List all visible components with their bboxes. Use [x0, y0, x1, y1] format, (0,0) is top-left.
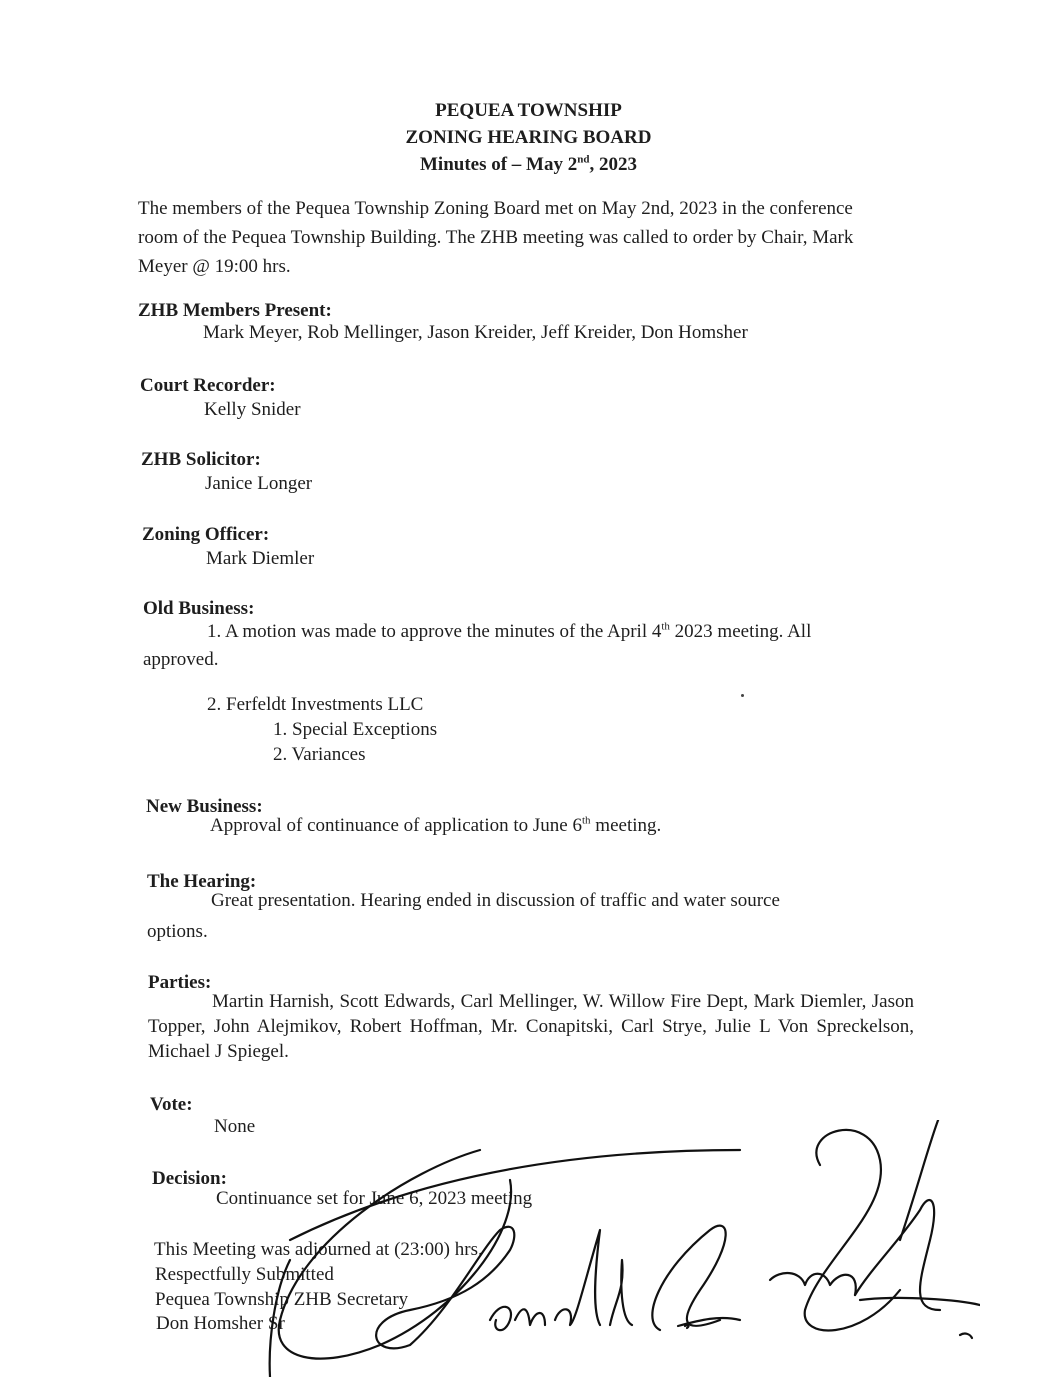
old-business-sub-2: 2. Variances [273, 744, 366, 765]
township-title: PEQUEA TOWNSHIP [435, 100, 622, 121]
recorder-name: Kelly Snider [204, 399, 301, 420]
hearing-line-2: options. [147, 921, 208, 942]
minutes-date: Minutes of – May 2nd, 2023 [419, 153, 637, 175]
hearing-heading: The Hearing: [147, 871, 257, 892]
closing-secretary: Pequea Township ZHB Secretary [155, 1289, 409, 1310]
officer-name: Mark Diemler [206, 548, 315, 569]
closing-name: Don Homsher Sr [156, 1313, 285, 1334]
decision-heading: Decision: [152, 1168, 227, 1189]
decision-value: Continuance set for June 6, 2023 meeting [216, 1188, 533, 1209]
intro-paragraph: The members of the Pequea Township Zoning Board met on May 2nd, 2023 in the conference room of the Pequea Township Building. The ZHB meeting was called to order by Chair, Mark Meyer @ 19:00 hrs. [138, 198, 854, 277]
old-business-item-1: 1. A motion was made to approve the minutes of the April 4th 2023 meeting. All [207, 620, 812, 642]
solicitor-heading: ZHB Solicitor: [141, 449, 261, 470]
old-business-heading: Old Business: [143, 598, 255, 619]
vote-heading: Vote: [150, 1094, 193, 1115]
old-business-sub-1: 1. Special Exceptions [273, 719, 438, 740]
recorder-heading: Court Recorder: [140, 375, 276, 396]
old-business-item-1-cont: approved. [143, 649, 219, 670]
officer-heading: Zoning Officer: [142, 524, 270, 545]
new-business-heading: New Business: [146, 796, 263, 817]
board-title: ZONING HEARING BOARD [405, 127, 652, 148]
parties-heading: Parties: [148, 972, 212, 993]
members-list: Mark Meyer, Rob Mellinger, Jason Kreider, Jeff Kreider, Don Homsher [203, 322, 748, 343]
members-heading: ZHB Members Present: [138, 300, 332, 321]
handwritten-signature [260, 1120, 980, 1377]
solicitor-name: Janice Longer [205, 473, 313, 494]
scan-speck [741, 694, 744, 697]
vote-value: None [214, 1116, 256, 1137]
parties-list: Martin Harnish, Scott Edwards, Carl Mellinger, W. Willow Fire Dept, Mark Diemler, Jason Topper, John Alejmikov, Robert Hoffman, Mr. Conapitski, Carl Strye, Julie L Von Spreckelson, Michael J Spiegel. [148, 991, 914, 1062]
closing-submitted: Respectfully Submitted [155, 1264, 334, 1285]
closing-adjourned: This Meeting was adjourned at (23:00) hrs. [154, 1239, 483, 1260]
hearing-line-1: Great presentation. Hearing ended in discussion of traffic and water source [211, 890, 780, 911]
old-business-item-2: 2. Ferfeldt Investments LLC [207, 694, 424, 715]
new-business-item: Approval of continuance of application to June 6th meeting. [210, 814, 662, 836]
document-header [0, 97, 1057, 178]
